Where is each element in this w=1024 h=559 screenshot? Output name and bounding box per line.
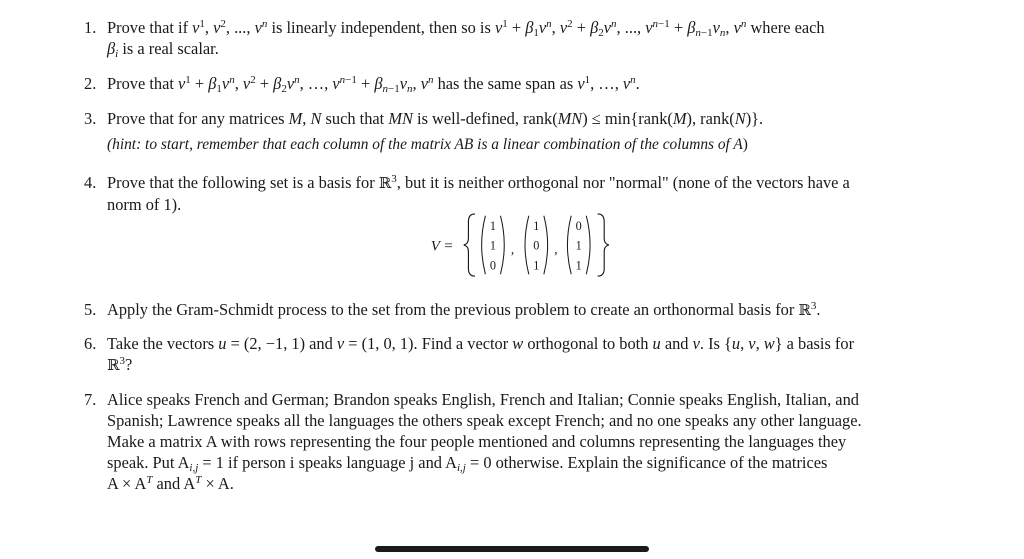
- vector-entry: 0: [533, 238, 540, 253]
- left-brace: [464, 214, 475, 276]
- right-brace: [598, 214, 609, 276]
- problem-number: 3.: [84, 109, 97, 128]
- problem-number: 4.: [84, 173, 97, 192]
- problem-1: 1. Prove that if $v^1$, $v^2$, ..., $v^n$ is linearly independent, then so is $v^1 + \beta_1v^n$, $v^2 + \beta_2v^n$, ..., $v^{n-1} + \beta_{n-1}v_n$, $v^n$ where each $\beta_i$ is a real scalar.: [84, 18, 825, 60]
- vector-1: [482, 216, 505, 274]
- home-indicator-bar[interactable]: [375, 546, 649, 552]
- problem-number: 1.: [84, 18, 97, 37]
- problem-2: 2. Prove that $v^1 + \beta_1v^n$, $v^2 + \beta_2v^n$, …, $v^{n-1} + \beta_{n-1}v_n$, $v^n$ has the same span as $v^1$, …, $v^n$.: [84, 74, 640, 95]
- problem-6: 6. Take the vectors u = (2, −1, 1) and v = (1, 0, 1). Find a vector w orthogonal to both u and v. Is {u, v, w} a basis for ℝ$^3$?: [84, 334, 855, 374]
- vector-entry: 1: [533, 258, 540, 273]
- svg-text:,: ,: [554, 241, 558, 257]
- problem-7: 7. Alice speaks French and German; Brandon speaks English, French and Italian; Connie speaks English, Italian, and Spanish; Lawrence speaks all the languages the others speak except French; and no one speaks any other language. Make a matrix A with rows representing the four people mentioned and columns representing the languages they speak. Put $A_{i,j} = 1$ if person i speaks language j and $A_{i,j} = 0$ otherwise. Explain the significance of the matrices $A \times A^T$ and $A^T \times A$.: [84, 390, 862, 493]
- problem-number: 2.: [84, 74, 97, 93]
- svg-text:,: ,: [510, 241, 515, 257]
- problem-number: 6.: [84, 334, 97, 353]
- vector-entry: 1: [575, 238, 582, 253]
- problem-3-hint: (hint: to start, remember that each column of the matrix AB is a linear combination of the columns of A): [107, 136, 748, 153]
- problem-4: 4. Prove that the following set is a basis for ℝ$^3$, but it is neither orthogonal nor "normal" (none of the vectors have a norm of 1).: [84, 173, 850, 214]
- vector-2: [525, 216, 548, 274]
- vector-entry: 1: [489, 238, 497, 253]
- problem-5: 5. Apply the Gram-Schmidt process to the set from the previous problem to create an orthonormal basis for ℝ$^3$.: [84, 300, 821, 319]
- vector-set-v: [425, 212, 625, 278]
- problem-number: 7.: [84, 390, 97, 409]
- problem-3: 3. Prove that for any matrices M, N such that MN is well-defined, rank(MN) ≤ min{rank(M), rank(N)}.: [84, 109, 764, 128]
- vector-3: [567, 216, 590, 274]
- set-label: V =: [430, 238, 454, 255]
- vector-entry: 0: [575, 218, 582, 233]
- vector-entry: 0: [489, 258, 497, 273]
- vector-entry: 1: [533, 218, 540, 233]
- problem-number: 5.: [84, 300, 97, 319]
- vector-entry: 1: [575, 258, 582, 273]
- vector-entry: 1: [489, 218, 497, 233]
